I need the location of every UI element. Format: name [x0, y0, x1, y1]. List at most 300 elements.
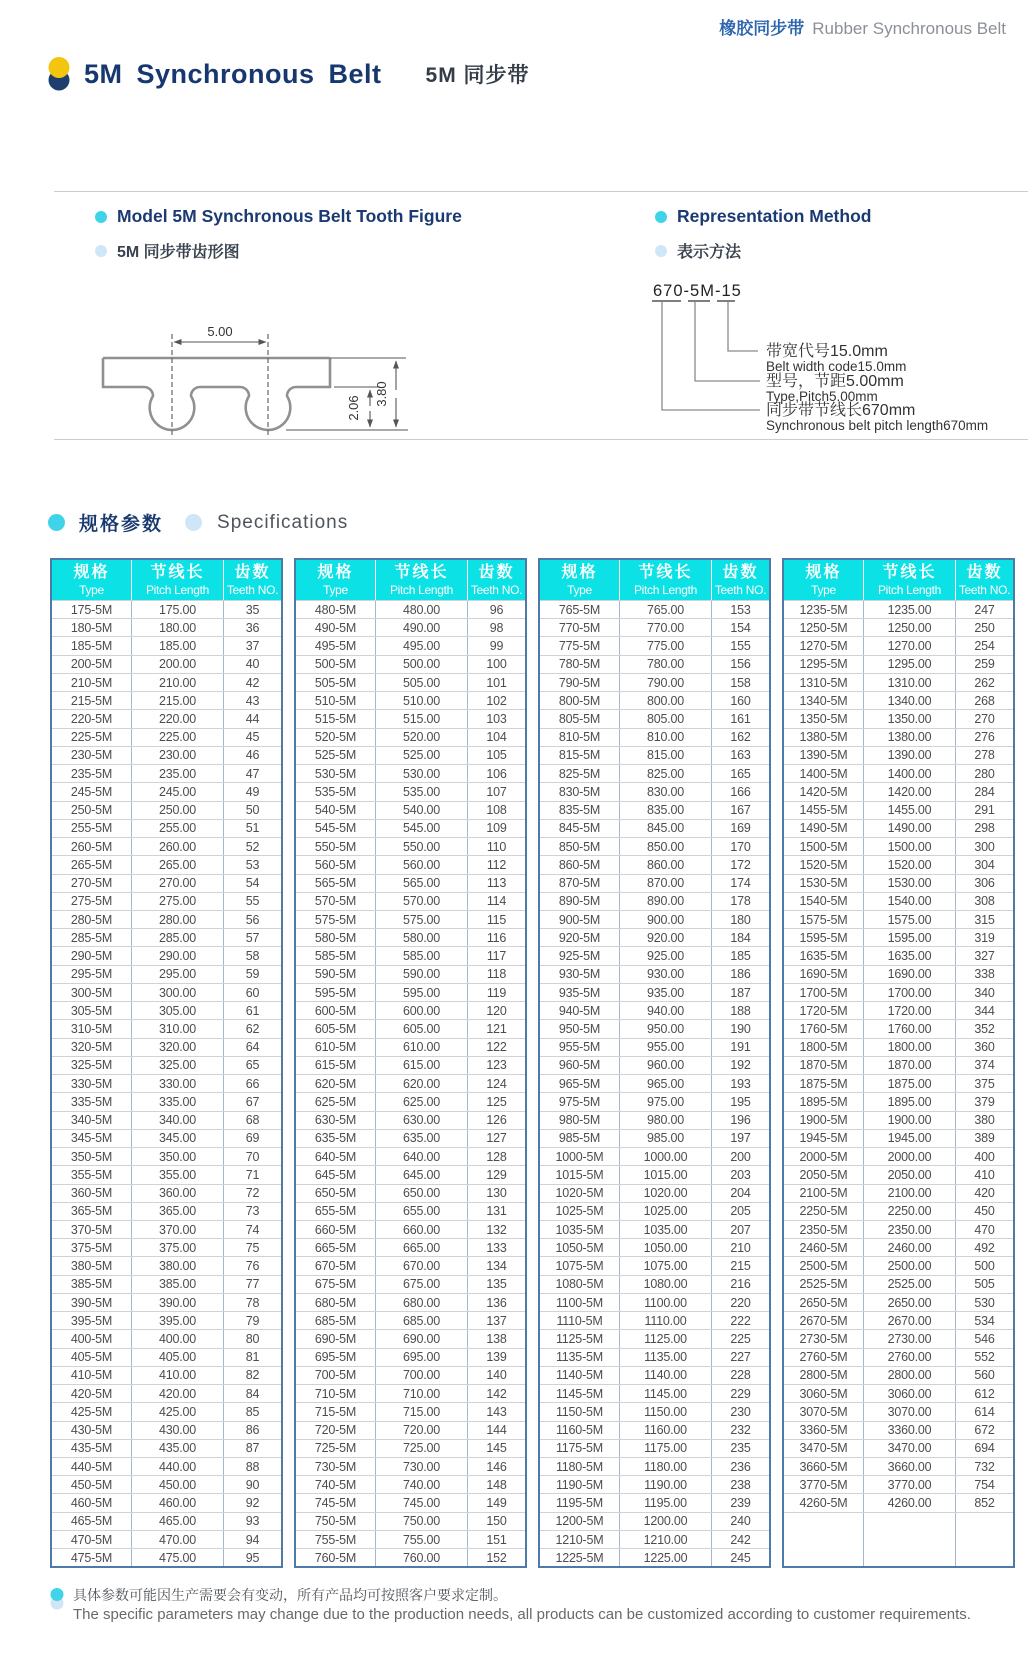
- rep-label-width-zh: 带宽代号15.0mm: [766, 343, 888, 360]
- type-cell: 740-5M: [296, 1476, 376, 1493]
- type-cell: 465-5M: [52, 1513, 132, 1530]
- type-cell: 480-5M: [296, 601, 376, 618]
- table-row: [52, 1111, 281, 1129]
- table-row: [784, 1366, 1013, 1384]
- type-cell: 1800-5M: [784, 1039, 864, 1056]
- table-row: [296, 855, 525, 873]
- table-row: [784, 1129, 1013, 1147]
- teeth-cell: 53: [245, 857, 260, 872]
- pitch-cell: 335.00: [132, 1093, 224, 1110]
- type-cell: 1945-5M: [784, 1130, 864, 1147]
- pitch-cell: 400.00: [132, 1330, 224, 1347]
- table-header-row: [784, 560, 1013, 600]
- teeth-cell: 64: [245, 1040, 260, 1055]
- pitch-cell: 460.00: [132, 1494, 224, 1511]
- rep-label-type-zh: 型号，节距5.00mm: [766, 373, 904, 390]
- type-cell: 835-5M: [540, 802, 620, 819]
- teeth-cell: 250: [974, 620, 995, 635]
- teeth-cell: 45: [245, 730, 260, 745]
- pitch-cell: 1100.00: [620, 1294, 712, 1311]
- type-cell: 1520-5M: [784, 856, 864, 873]
- type-cell: 1210-5M: [540, 1531, 620, 1548]
- teeth-cell: 247: [974, 602, 995, 617]
- teeth-cell: 187: [730, 985, 751, 1000]
- type-cell: 2350-5M: [784, 1221, 864, 1238]
- table-row: [784, 1238, 1013, 1256]
- pitch-cell: 930.00: [620, 966, 712, 983]
- type-cell: 560-5M: [296, 856, 376, 873]
- pitch-cell: 610.00: [376, 1039, 468, 1056]
- page-title-row: [48, 56, 530, 92]
- pitch-cell: 235.00: [132, 765, 224, 782]
- pitch-cell: 385.00: [132, 1276, 224, 1293]
- pitch-cell: 2350.00: [864, 1221, 956, 1238]
- teeth-cell: 174: [730, 876, 751, 891]
- teeth-cell: 76: [245, 1259, 260, 1274]
- table-row: [52, 1329, 281, 1347]
- table-row: [784, 1402, 1013, 1420]
- pitch-cell: 665.00: [376, 1239, 468, 1256]
- teeth-cell: 95: [245, 1550, 260, 1565]
- type-cell: 1125-5M: [540, 1330, 620, 1347]
- teeth-cell: 162: [730, 730, 751, 745]
- pitch-cell: 835.00: [620, 802, 712, 819]
- table-row: [296, 1329, 525, 1347]
- table-row: [784, 728, 1013, 746]
- type-cell: 1700-5M: [784, 984, 864, 1001]
- table-row: [296, 1421, 525, 1439]
- teeth-cell: 100: [486, 657, 507, 672]
- type-cell: 540-5M: [296, 802, 376, 819]
- type-cell: 570-5M: [296, 893, 376, 910]
- pitch-cell: 1720.00: [864, 1002, 956, 1019]
- pitch-cell: 710.00: [376, 1385, 468, 1402]
- table-row: [52, 1038, 281, 1056]
- section-subtitle-tooth-figure: [95, 239, 240, 262]
- teeth-cell: 694: [974, 1441, 995, 1456]
- teeth-cell: 56: [245, 912, 260, 927]
- teeth-cell: 112: [486, 857, 507, 872]
- type-cell: [784, 1530, 864, 1548]
- pitch-cell: 410.00: [132, 1367, 224, 1384]
- teeth-cell: 158: [730, 675, 751, 690]
- table-row: [52, 600, 281, 618]
- pitch-cell: 655.00: [376, 1203, 468, 1220]
- teeth-cell: 232: [730, 1423, 751, 1438]
- type-cell: 1720-5M: [784, 1002, 864, 1019]
- table-row: [540, 1238, 769, 1256]
- type-cell: 295-5M: [52, 966, 132, 983]
- teeth-cell: 128: [486, 1149, 507, 1164]
- pitch-cell: 255.00: [132, 820, 224, 837]
- pitch-cell: 1110.00: [620, 1312, 712, 1329]
- teeth-cell: 530: [974, 1295, 995, 1310]
- pitch-cell: 1000.00: [620, 1148, 712, 1165]
- pitch-cell: 2000.00: [864, 1148, 956, 1165]
- teeth-cell: 43: [245, 693, 260, 708]
- pitch-cell: 1455.00: [864, 802, 956, 819]
- table-row: [52, 910, 281, 928]
- teeth-cell: 195: [730, 1094, 751, 1109]
- table-row: [540, 728, 769, 746]
- teeth-cell: [956, 1530, 1013, 1548]
- type-cell: 745-5M: [296, 1494, 376, 1511]
- teeth-cell: 270: [974, 712, 995, 727]
- teeth-cell: 62: [245, 1022, 260, 1036]
- type-cell: 930-5M: [540, 966, 620, 983]
- pitch-cell: 185.00: [132, 637, 224, 654]
- type-cell: 1235-5M: [784, 601, 864, 618]
- pitch-cell: 1225.00: [620, 1549, 712, 1566]
- table-row: [784, 600, 1013, 618]
- table-row: [52, 1384, 281, 1402]
- table-row: [540, 1220, 769, 1238]
- teeth-cell: 191: [730, 1040, 751, 1055]
- section-title-representation-zh: 表示方法: [677, 244, 742, 261]
- table-row: [540, 655, 769, 673]
- type-cell: 210-5M: [52, 674, 132, 691]
- pitch-cell: 720.00: [376, 1422, 468, 1439]
- table-row: [540, 1421, 769, 1439]
- type-cell: [784, 1513, 864, 1530]
- type-cell: 1175-5M: [540, 1440, 620, 1457]
- pitch-cell: 180.00: [132, 619, 224, 636]
- table-row: [296, 1275, 525, 1293]
- column-header: [52, 560, 132, 600]
- pitch-cell: 605.00: [376, 1020, 468, 1037]
- pitch-cell: 215.00: [132, 692, 224, 709]
- table-row: [296, 1092, 525, 1110]
- type-cell: 830-5M: [540, 783, 620, 800]
- spec-tables: [50, 558, 1015, 1568]
- pitch-cell: 850.00: [620, 838, 712, 855]
- pitch-cell: 2525.00: [864, 1276, 956, 1293]
- table-row: [296, 1056, 525, 1074]
- table-row: [296, 1457, 525, 1475]
- type-cell: 605-5M: [296, 1020, 376, 1037]
- table-row: [540, 1293, 769, 1311]
- table-row: [540, 1475, 769, 1493]
- pitch-cell: 1190.00: [620, 1476, 712, 1493]
- table-row: [296, 618, 525, 636]
- type-cell: 2800-5M: [784, 1367, 864, 1384]
- type-cell: 2100-5M: [784, 1185, 864, 1202]
- spec-table: [294, 558, 527, 1568]
- teeth-cell: 300: [974, 839, 995, 854]
- table-row: [540, 1366, 769, 1384]
- type-cell: 860-5M: [540, 856, 620, 873]
- pitch-cell: 740.00: [376, 1476, 468, 1493]
- type-cell: 365-5M: [52, 1203, 132, 1220]
- table-row: [296, 910, 525, 928]
- pitch-cell: 775.00: [620, 637, 712, 654]
- table-row: [52, 1202, 281, 1220]
- pitch-cell: 1500.00: [864, 838, 956, 855]
- pitch-cell: 495.00: [376, 637, 468, 654]
- representation-code: 670-5M-15: [653, 282, 742, 300]
- column-header: [712, 560, 769, 600]
- pitch-cell: 250.00: [132, 802, 224, 819]
- pitch-cell: 1635.00: [864, 947, 956, 964]
- type-cell: 3070-5M: [784, 1403, 864, 1420]
- column-header-en: Teeth NO.: [470, 583, 523, 597]
- table-row: [784, 1457, 1013, 1475]
- table-row: [784, 946, 1013, 964]
- pitch-cell: 690.00: [376, 1330, 468, 1347]
- table-row: [52, 1220, 281, 1238]
- tooth-profile-diagram: [90, 320, 410, 442]
- teeth-cell: 204: [730, 1186, 751, 1201]
- pitch-cell: 3060.00: [864, 1385, 956, 1402]
- pitch-cell: 2460.00: [864, 1239, 956, 1256]
- teeth-cell: 145: [486, 1441, 507, 1456]
- pitch-cell: 1135.00: [620, 1349, 712, 1366]
- table-row: [540, 819, 769, 837]
- teeth-cell: 732: [974, 1459, 995, 1474]
- type-cell: 260-5M: [52, 838, 132, 855]
- type-cell: 630-5M: [296, 1112, 376, 1129]
- type-cell: 815-5M: [540, 747, 620, 764]
- pitch-cell: 805.00: [620, 710, 712, 727]
- pitch-cell: 1760.00: [864, 1020, 956, 1037]
- table-row: [52, 1092, 281, 1110]
- teeth-cell: 75: [245, 1240, 260, 1255]
- pitch-cell: 950.00: [620, 1020, 712, 1037]
- table-row: [540, 1329, 769, 1347]
- teeth-cell: 552: [974, 1350, 995, 1365]
- pitch-cell: 745.00: [376, 1494, 468, 1511]
- table-row: [784, 855, 1013, 873]
- type-cell: 460-5M: [52, 1494, 132, 1511]
- teeth-cell: 560: [974, 1368, 995, 1383]
- type-cell: 825-5M: [540, 765, 620, 782]
- teeth-cell: 50: [245, 803, 260, 818]
- table-row: [540, 1530, 769, 1548]
- table-row: [784, 1548, 1013, 1566]
- type-cell: 765-5M: [540, 601, 620, 618]
- table-row: [296, 946, 525, 964]
- table-row: [540, 1111, 769, 1129]
- table-row: [540, 1129, 769, 1147]
- teeth-cell: [956, 1548, 1013, 1566]
- table-row: [296, 928, 525, 946]
- pitch-cell: 920.00: [620, 929, 712, 946]
- table-row: [784, 801, 1013, 819]
- column-header: [784, 560, 864, 600]
- teeth-cell: 200: [730, 1149, 751, 1164]
- section-title-tooth-figure: [95, 206, 462, 227]
- table-row: [296, 1019, 525, 1037]
- pitch-cell: 595.00: [376, 984, 468, 1001]
- pitch-cell: 755.00: [376, 1531, 468, 1548]
- pitch-cell: 800.00: [620, 692, 712, 709]
- table-row: [52, 965, 281, 983]
- table-row: [52, 636, 281, 654]
- column-header-zh: 节线长: [882, 564, 937, 581]
- pitch-cell: 430.00: [132, 1422, 224, 1439]
- table-row: [540, 1402, 769, 1420]
- footer-note-zh: 具体参数可能因生产需要会有变动，所有产品均可按照客户要求定制。: [73, 1587, 507, 1603]
- type-cell: 2730-5M: [784, 1330, 864, 1347]
- table-row: [784, 1512, 1013, 1530]
- teeth-cell: 80: [245, 1331, 260, 1346]
- type-cell: 2050-5M: [784, 1166, 864, 1183]
- column-header: [376, 560, 468, 600]
- type-cell: 1690-5M: [784, 966, 864, 983]
- teeth-cell: 379: [974, 1094, 995, 1109]
- table-row: [784, 1220, 1013, 1238]
- type-cell: 755-5M: [296, 1531, 376, 1548]
- corner-label-zh: 橡胶同步带: [719, 19, 805, 38]
- teeth-cell: 197: [730, 1131, 751, 1146]
- table-row: [784, 1056, 1013, 1074]
- pitch-cell: 405.00: [132, 1349, 224, 1366]
- teeth-cell: 344: [974, 1003, 995, 1018]
- column-header-en: Teeth NO.: [958, 583, 1011, 597]
- pitch-cell: 1895.00: [864, 1093, 956, 1110]
- table-row: [784, 1384, 1013, 1402]
- pitch-cell: 225.00: [132, 729, 224, 746]
- pitch-cell: 2050.00: [864, 1166, 956, 1183]
- teeth-cell: 144: [486, 1423, 507, 1438]
- pitch-cell: 1350.00: [864, 710, 956, 727]
- teeth-cell: 165: [730, 766, 751, 781]
- type-cell: 1595-5M: [784, 929, 864, 946]
- teeth-cell: 205: [730, 1204, 751, 1219]
- table-row: [540, 673, 769, 691]
- teeth-cell: 245: [730, 1550, 751, 1565]
- teeth-cell: 161: [730, 712, 751, 727]
- pitch-cell: 2670.00: [864, 1312, 956, 1329]
- type-cell: 805-5M: [540, 710, 620, 727]
- teeth-cell: 98: [489, 620, 504, 635]
- teeth-cell: 70: [245, 1149, 260, 1164]
- teeth-cell: 37: [245, 639, 260, 654]
- type-cell: 800-5M: [540, 692, 620, 709]
- teeth-cell: 242: [730, 1532, 751, 1547]
- table-row: [784, 1202, 1013, 1220]
- type-cell: 1875-5M: [784, 1075, 864, 1092]
- column-header-zh: 齿数: [966, 564, 1003, 581]
- table-row: [296, 1147, 525, 1165]
- table-row: [784, 837, 1013, 855]
- type-cell: 1150-5M: [540, 1403, 620, 1420]
- table-row: [52, 728, 281, 746]
- teeth-cell: 132: [486, 1222, 507, 1237]
- table-row: [784, 910, 1013, 928]
- pitch-cell: 695.00: [376, 1349, 468, 1366]
- type-cell: 615-5M: [296, 1057, 376, 1074]
- pitch-cell: 1140.00: [620, 1367, 712, 1384]
- rep-label-type-en: Type,Pitch5.00mm: [766, 389, 878, 404]
- type-cell: 3770-5M: [784, 1476, 864, 1493]
- table-row: [540, 1001, 769, 1019]
- pitch-cell: 845.00: [620, 820, 712, 837]
- type-cell: 935-5M: [540, 984, 620, 1001]
- type-cell: 660-5M: [296, 1221, 376, 1238]
- table-row: [52, 946, 281, 964]
- type-cell: 495-5M: [296, 637, 376, 654]
- type-cell: 405-5M: [52, 1349, 132, 1366]
- type-cell: 1400-5M: [784, 765, 864, 782]
- teeth-cell: 130: [486, 1186, 507, 1201]
- teeth-cell: 133: [486, 1240, 507, 1255]
- type-cell: 1760-5M: [784, 1020, 864, 1037]
- type-cell: 3360-5M: [784, 1422, 864, 1439]
- table-row: [296, 1530, 525, 1548]
- table-row: [296, 782, 525, 800]
- pitch-cell: 220.00: [132, 710, 224, 727]
- pitch-cell: 2500.00: [864, 1257, 956, 1274]
- teeth-cell: 84: [245, 1386, 260, 1401]
- pitch-cell: 470.00: [132, 1531, 224, 1548]
- pitch-cell: 1945.00: [864, 1130, 956, 1147]
- table-row: [784, 1329, 1013, 1347]
- table-row: [784, 928, 1013, 946]
- type-cell: 475-5M: [52, 1549, 132, 1566]
- teeth-cell: 225: [730, 1331, 751, 1346]
- table-row: [540, 1457, 769, 1475]
- teeth-cell: 72: [245, 1186, 260, 1201]
- table-row: [52, 983, 281, 1001]
- spec-table: [782, 558, 1015, 1568]
- rep-label-length-zh: 同步带节线长670mm: [766, 402, 916, 419]
- table-row: [52, 1056, 281, 1074]
- teeth-cell: 229: [730, 1386, 751, 1401]
- type-cell: 380-5M: [52, 1257, 132, 1274]
- teeth-cell: 52: [245, 839, 260, 854]
- type-cell: 720-5M: [296, 1422, 376, 1439]
- type-cell: 590-5M: [296, 966, 376, 983]
- teeth-cell: 113: [486, 876, 507, 891]
- corner-label-en: Rubber Synchronous Belt: [812, 19, 1006, 38]
- table-row: [296, 600, 525, 618]
- type-cell: 1390-5M: [784, 747, 864, 764]
- type-cell: 965-5M: [540, 1075, 620, 1092]
- column-header-zh: 节线长: [394, 564, 449, 581]
- table-row: [540, 1165, 769, 1183]
- pitch-cell: 700.00: [376, 1367, 468, 1384]
- teeth-cell: 79: [245, 1313, 260, 1328]
- teeth-cell: 47: [245, 766, 260, 781]
- teeth-cell: 184: [730, 930, 751, 945]
- teeth-cell: 410: [974, 1167, 995, 1182]
- type-cell: 355-5M: [52, 1166, 132, 1183]
- pitch-cell: 3360.00: [864, 1422, 956, 1439]
- teeth-cell: 105: [486, 748, 507, 763]
- column-header: [132, 560, 224, 600]
- type-cell: 490-5M: [296, 619, 376, 636]
- table-row: [52, 1165, 281, 1183]
- type-cell: 1895-5M: [784, 1093, 864, 1110]
- teeth-cell: 96: [489, 602, 504, 617]
- table-row: [540, 1311, 769, 1329]
- type-cell: 305-5M: [52, 1002, 132, 1019]
- dim-tooth-height-label: 2.06: [346, 395, 361, 421]
- teeth-cell: 236: [730, 1459, 751, 1474]
- teeth-cell: 71: [245, 1167, 260, 1182]
- teeth-cell: 65: [245, 1058, 260, 1073]
- section-title-representation: [655, 206, 871, 227]
- teeth-cell: 106: [486, 766, 507, 781]
- type-cell: 975-5M: [540, 1093, 620, 1110]
- table-row: [540, 600, 769, 618]
- type-cell: 1025-5M: [540, 1203, 620, 1220]
- type-cell: 1050-5M: [540, 1239, 620, 1256]
- pitch-cell: 985.00: [620, 1130, 712, 1147]
- pitch-cell: 1145.00: [620, 1385, 712, 1402]
- type-cell: 1180-5M: [540, 1458, 620, 1475]
